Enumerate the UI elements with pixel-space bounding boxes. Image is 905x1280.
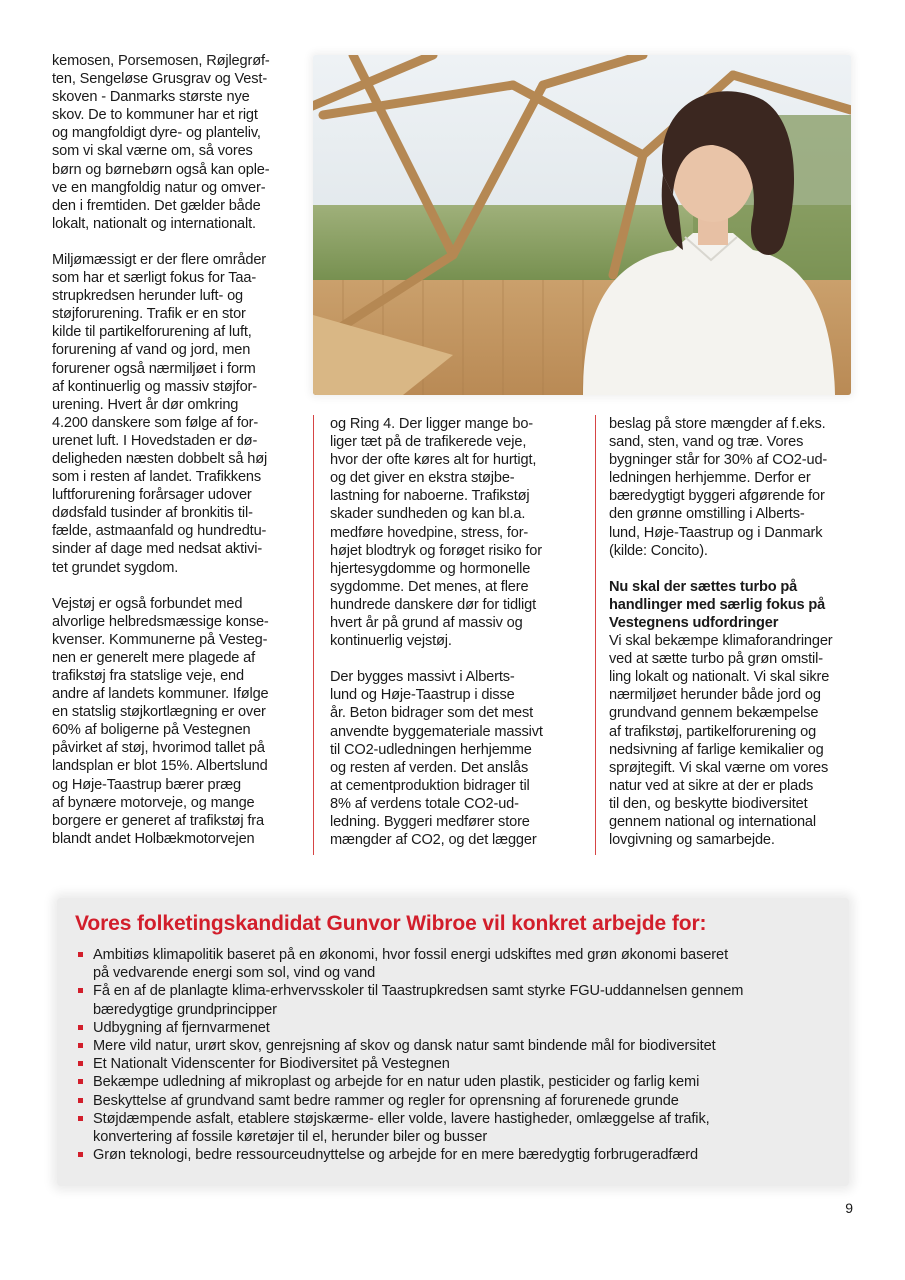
subheading-block [609, 578, 859, 849]
paragraph: beslag på store mængder af f.eks. sand, sten, vand og træ. Vores bygninger står for 30% af CO2-ud- ledningen herhjemme. Derfor er bæredygtigt byggeri afgørende for den grønne omstilling i Alberts- lund, Høje-Taastrup og i Danmark (kilde: Concito). [609, 416, 828, 559]
list-item: Udbygning af fjernvarmenet [77, 1019, 827, 1037]
paragraph: Der bygges massivt i Alberts- lund og Høje-Taastrup i disse år. Beton bidrager som det mest anvendte byggemateriale massivt til CO2-udledningen herhjemme og resten af verden. Det anslås at cementproduktion bidrager til 8% af verdens totale CO2-ud- ledning. Byggeri medfører store mængder af CO2, og det lægger [330, 669, 543, 849]
list-item: Bekæmpe udledning af mikroplast og arbejde for en natur uden plastik, pesticider og farlig kemi [77, 1073, 827, 1091]
paragraph: og Ring 4. Der ligger mange bo- liger tæt på de trafikerede veje, hvor der ofte køres alt for hurtigt, og det giver en ekstra støjbe- lastning for naboerne. Trafikstøj skader sundheden og kan bl.a. medføre hovedpine, stress, for- højet blodtryk og forøget risiko for hjertesygdomme og hormonelle sygdomme. Det menes, at flere hundrede danskere dør for tidligt hvert år på grund af massiv og kontinuerlig vejstøj. [330, 416, 542, 650]
list-item: Støjdæmpende asfalt, etablere støjskærme- eller volde, lavere hastigheder, omlæggelse af trafik, konvertering af fossile køretøjer til el, herunder biler og busser [77, 1110, 827, 1146]
candidate-goals-box [57, 898, 849, 1186]
column-rule [595, 415, 596, 855]
list-item: Få en af de planlagte klima-erhvervsskoler til Taastrupkredsen samt styrke FGU-uddannelsen gennem bæredygtige grundprincipper [77, 982, 827, 1018]
list-item: Ambitiøs klimapolitik baseret på en økonomi, hvor fossil energi udskiftes med grøn økonomi baseret på vedvarende energi som sol, vind og vand [77, 946, 827, 982]
list-item: Et Nationalt Videnscenter for Biodiversitet på Vestegnen [77, 1055, 827, 1073]
goals-list [77, 946, 827, 1164]
column-rule [313, 415, 314, 855]
text-column-2 [330, 415, 580, 849]
paragraph: Vi skal bekæmpe klimaforandringer ved at sætte turbo på grøn omstil- ling lokalt og nationalt. Vi skal sikre nærmiljøet herunder både jord og grundvand gennem bekæmpelse af trafikstøj, partikelforurening og nedsivning af farlige kemikalier og sprøjtegift. Vi skal værne om vores natur ved at sikre at der er plads til den, og beskytte biodiversitet gennem national og international lovgivning og samarbejde. [609, 633, 833, 849]
paragraph: kemosen, Porsemosen, Røjlegrøf- ten, Sengeløse Grusgrav og Vest- skoven - Danmarks største nye skov. De to kommuner har et rigt og mangfoldigt dyre- og planteliv, som vi skal værne om, så vores børn og børnebørn også kan ople- ve en mangfoldig natur og omver- den i fremtiden. Det gælder både lokalt, nationalt og internationalt. [52, 53, 270, 232]
candidate-photo [313, 55, 851, 395]
paragraph: Miljømæssigt er der flere områder som har et særligt fokus for Taa- strupkredsen herunder luft- og støjforurening. Trafik er en stor kilde til partikelforurening af luft, forurening af vand og jord, men forurener også nærmiljøet i form af kontinuerlig og massiv støjfor- urening. Hvert år dør omkring 4.200 danskere som følge af for- urenet luft. I Hovedstaden er dø- deligheden næsten dobbelt så høj som i resten af landet. Trafikkens luftforurening forårsager udover dødsfald tusinder af bronkitis til- fælde, astmaanfald og hundredtu- sinder af dage med nedsat aktivi- tet grundet sygdom. [52, 251, 268, 576]
paragraph: Vejstøj er også forbundet med alvorlige helbredsmæssige konse- kvenser. Kommunerne på Vesteg- nen er generelt mere plagede af trafikstøj fra statslige veje, end andre af landets kommuner. Ifølge en statslig støjkortlægning er over 60% af boligerne på Vestegnen påvirket af støj, hvorimod tallet på landsplan er blot 15%. Albertslund og Høje-Taastrup bærer præg af bynære motorveje, og mange borgere er generet af trafikstøj fra blandt andet Holbækmotorvejen [52, 595, 269, 847]
list-item: Mere vild natur, urørt skov, genrejsning af skov og dansk natur samt bindende mål for biodiversitet [77, 1037, 827, 1055]
text-column-1 [52, 52, 302, 848]
photo-illustration [313, 55, 851, 395]
list-item: Grøn teknologi, bedre ressourceudnyttelse og arbejde for en mere bæredygtig forbrugeradfærd [77, 1146, 827, 1164]
box-title: Vores folketingskandidat Gunvor Wibroe vil konkret arbejde for: [75, 912, 707, 935]
page-number: 9 [845, 1200, 853, 1216]
subheading: Nu skal der sættes turbo på handlinger med særlig fokus på Vestegnens udfordringer [609, 578, 826, 631]
text-column-3 [609, 415, 859, 849]
list-item: Beskyttelse af grundvand samt bedre rammer og regler for oprensning af forurenede grunde [77, 1092, 827, 1110]
